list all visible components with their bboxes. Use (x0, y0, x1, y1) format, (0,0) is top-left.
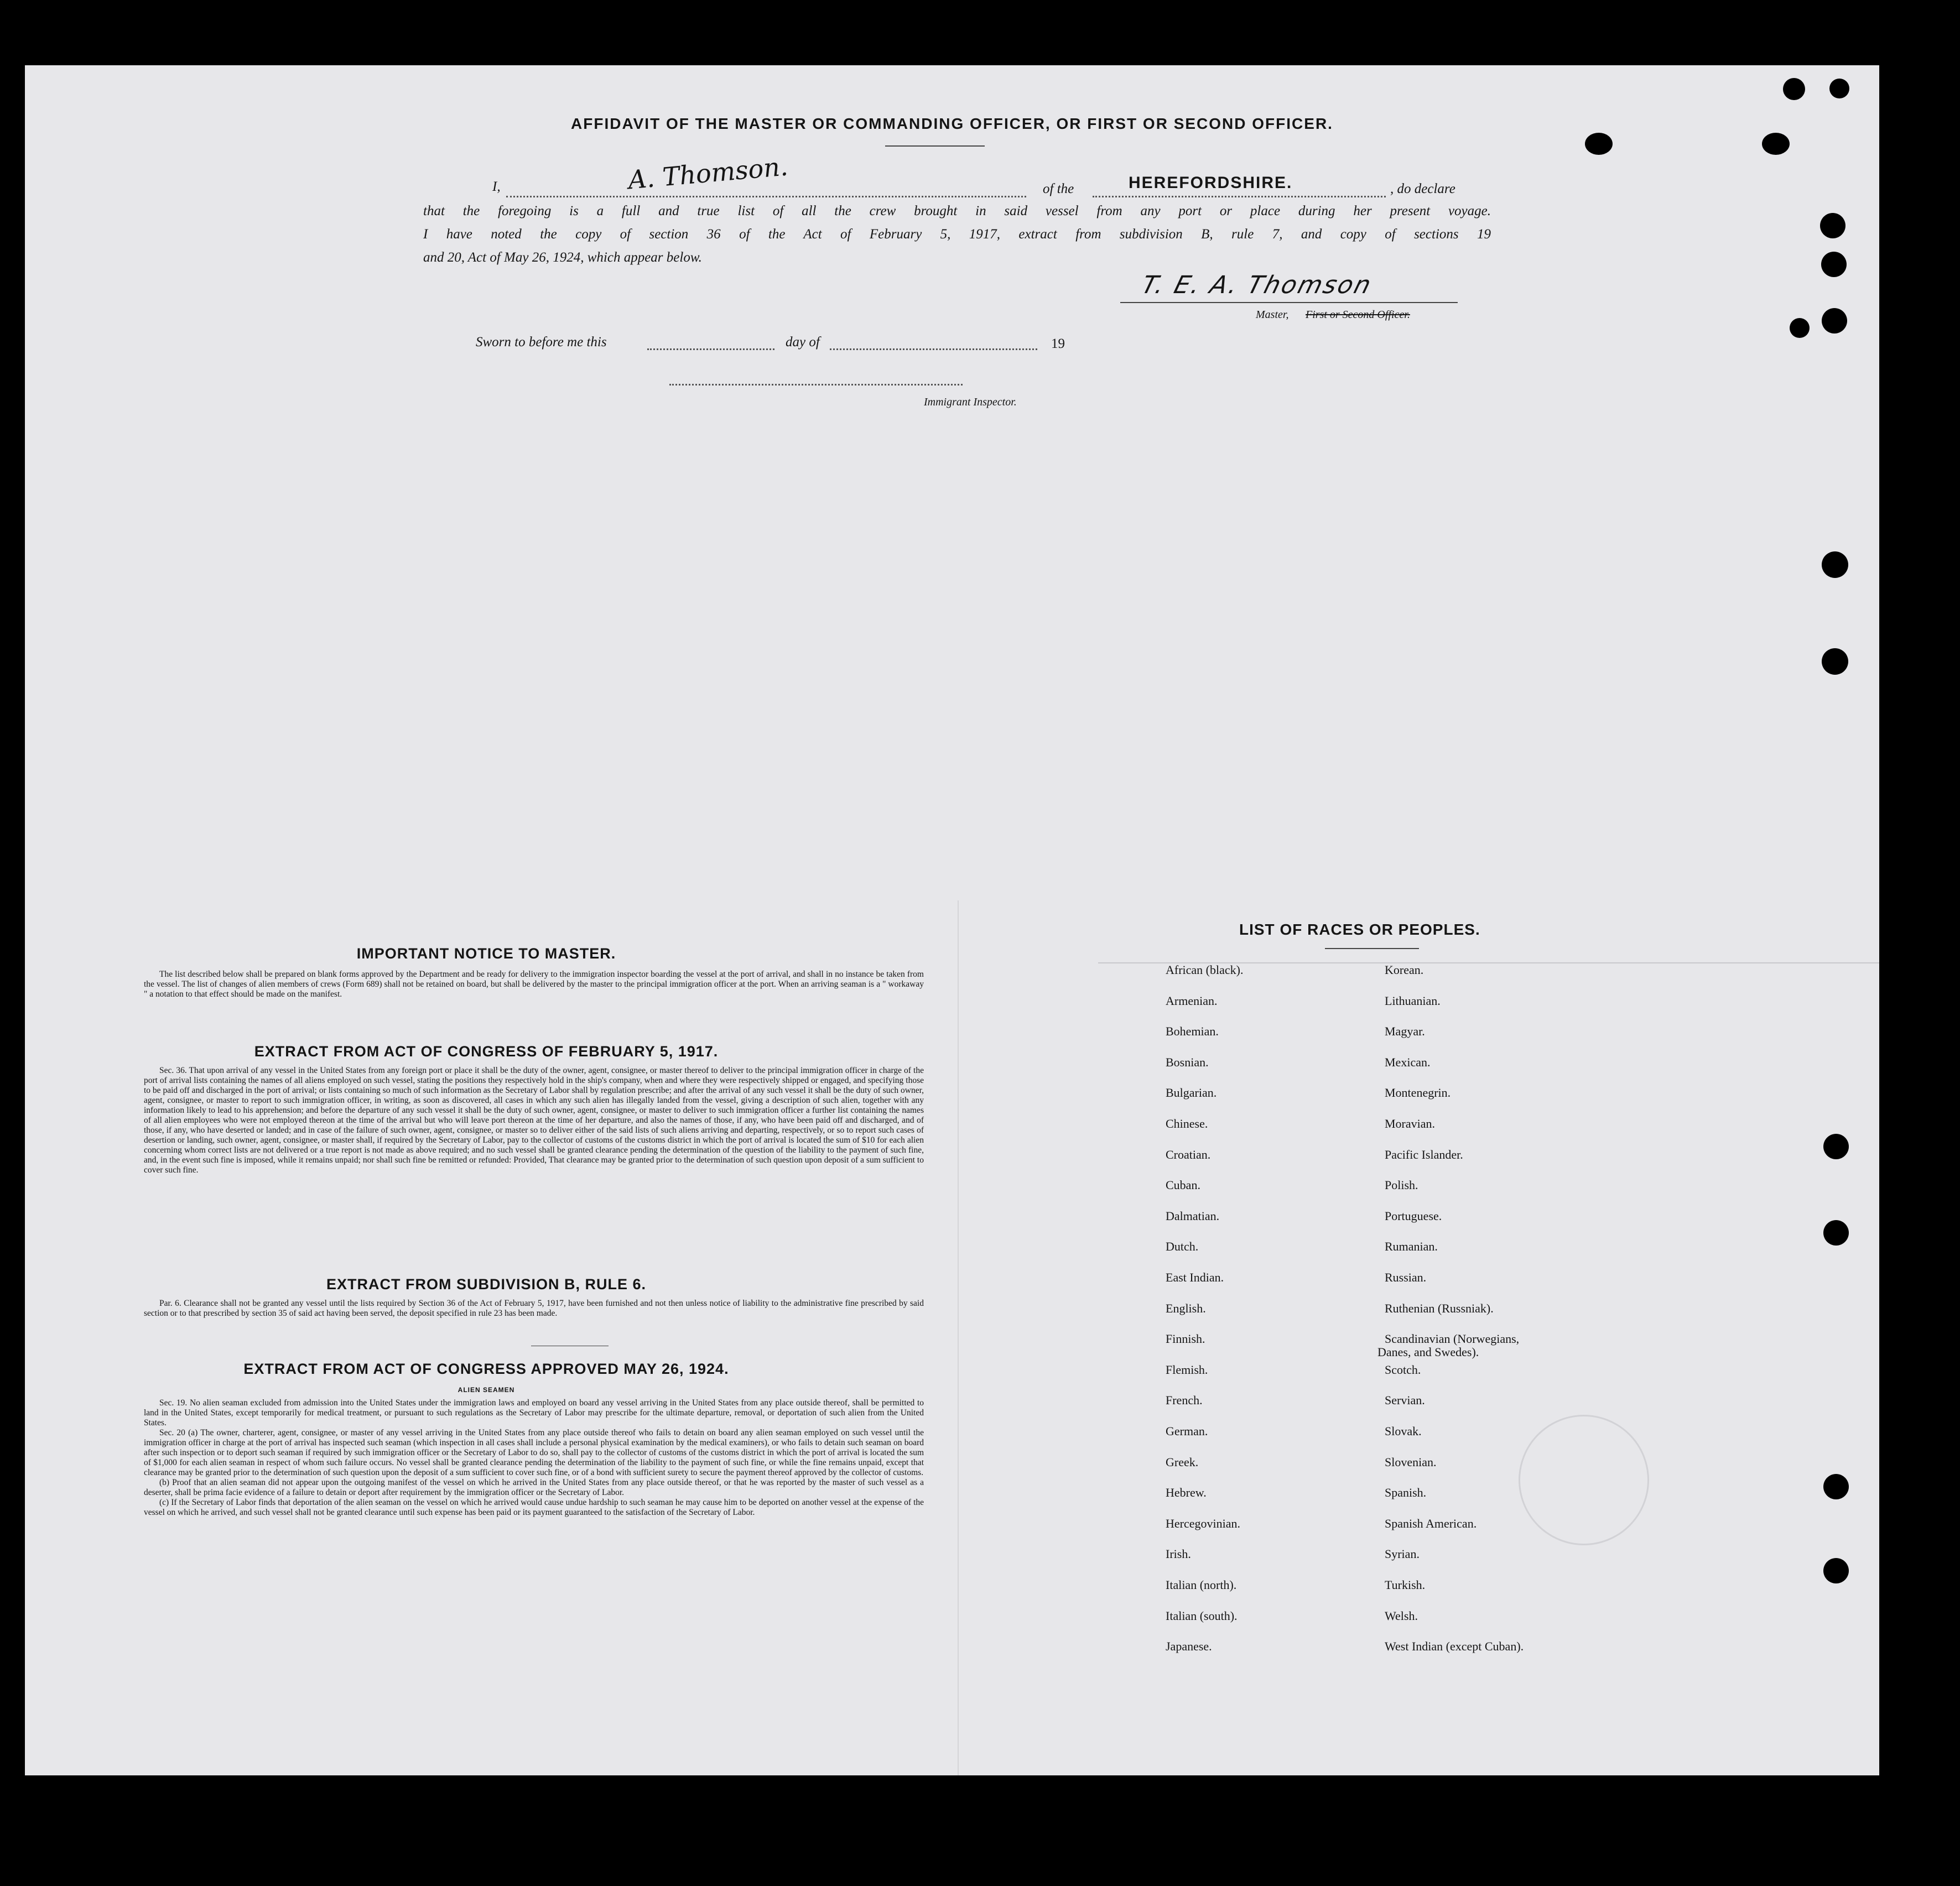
race-item: Dutch. (1166, 1239, 1199, 1254)
i-label: I, (492, 179, 501, 194)
punch-hole (1585, 133, 1613, 155)
race-item: Greek. (1166, 1455, 1199, 1469)
subdivision-title: EXTRACT FROM SUBDIVISION B, RULE 6. (326, 1276, 647, 1293)
extract-1924-subtitle: ALIEN SEAMEN (457, 1386, 515, 1394)
race-item: Turkish. (1385, 1578, 1426, 1592)
vessel-line (1093, 196, 1386, 197)
extract-1924-body (144, 1398, 924, 1518)
race-item: African (black). (1166, 963, 1244, 977)
race-item: Bosnian. (1166, 1055, 1209, 1069)
inspector-label: Immigrant Inspector. (924, 396, 1017, 408)
punch-hole (1823, 1220, 1849, 1246)
race-item: Slovenian. (1385, 1455, 1437, 1469)
race-item: Bulgarian. (1166, 1086, 1217, 1100)
race-item: Russian. (1385, 1270, 1427, 1284)
extract-1924-p1: Sec. 19. No alien seaman excluded from admission into the United States under the immigration laws and employed on board any vessel arriving in the United States from any place outside thereof, shall be permitted to land in the United States, except temporarily for medical treatment, or pursuant to such regulations as the Secretary of Labor may prescribe for the ultimate departure, removal, or deportation of such alien from the United States. (144, 1398, 924, 1427)
race-item: Magyar. (1385, 1024, 1425, 1039)
race-item: Armenian. (1166, 993, 1218, 1008)
race-item: West Indian (except Cuban). (1385, 1639, 1524, 1654)
subdivision-body (144, 1299, 924, 1319)
fold-line (958, 900, 959, 1775)
extract-1924-p2: Sec. 20 (a) The owner, charterer, agent, consignee, or master of any vessel arriving in the United States from any place outside thereof who fails to detain on board any alien seaman employed on such vessel until the immigration officer in charge at the port of arrival has inspected such seaman (which inspection in all cases shall include a personal physical examination by the medical examiners), or who fails to detain such seaman on board after such inspection or to deport such seaman if required by such immigration officer or the Secretary of Labor to do so, shall pay to the collector of customs of the customs district in which the port of arrival is located the sum of $1,000 for each alien seaman in respect of whom such failure occurs. No vessel shall be granted clearance pending the determination of the liability to the payment of such fine, or while the fine remains unpaid, except that clearance may be granted prior to the determination of such question upon the deposit of a sum sufficient to cover such fine, or of a bond with sufficient surety to secure the payment thereof approved by the collector of customs. (144, 1428, 924, 1477)
faint-stamp (1519, 1415, 1649, 1545)
extract-1924-p3: (b) Proof that an alien seaman did not appear upon the outgoing manifest of the vessel on which he arrived in the United States from any place outside thereof, or that he was reported by the master of such vessel as a deserter, shall be prima facie evidence of a failure to detain or deport after requirement by the immigration officer or the Secretary of Labor. (144, 1478, 924, 1497)
affidavit-line-2: that the foregoing is a full and true list of all the crew brought in said vessel from any port or place during her present voyage. (423, 204, 1491, 218)
signature-line (1120, 302, 1458, 303)
notice-body (144, 970, 924, 999)
race-item: Pacific Islander. (1385, 1147, 1463, 1161)
punch-hole (1823, 1558, 1849, 1583)
document-sheet (25, 65, 1879, 1775)
race-item: German. (1166, 1424, 1208, 1438)
vessel-name: HEREFORDSHIRE. (1129, 174, 1293, 192)
sworn-day-line (647, 348, 774, 350)
race-item: Spanish American. (1385, 1516, 1477, 1530)
race-item: Korean. (1385, 963, 1424, 977)
race-item: Croatian. (1166, 1147, 1211, 1161)
race-item: Welsh. (1385, 1608, 1418, 1623)
affidavit-title: AFFIDAVIT OF THE MASTER OR COMMANDING OFFICER, OR FIRST OR SECOND OFFICER. (571, 115, 1333, 132)
race-item: English. (1166, 1301, 1206, 1315)
signature-title: Master, (1256, 309, 1289, 321)
race-item: Japanese. (1166, 1639, 1212, 1654)
punch-hole (1783, 78, 1805, 100)
punch-hole (1822, 308, 1847, 334)
race-item: Scotch. (1385, 1362, 1421, 1377)
race-scandinavian-cont: Danes, and Swedes). (1377, 1345, 1479, 1359)
do-declare-label: , do declare (1390, 181, 1455, 196)
race-item: Rumanian. (1385, 1239, 1438, 1254)
title-divider (885, 145, 985, 147)
sworn-label: Sworn to before me this (476, 335, 607, 350)
race-item: Ruthenian (Russniak). (1385, 1301, 1494, 1315)
race-item: Syrian. (1385, 1547, 1420, 1561)
race-item: Cuban. (1166, 1178, 1200, 1192)
race-item: Italian (south). (1166, 1608, 1238, 1623)
year-prefix: 19 (1051, 336, 1065, 351)
punch-hole (1790, 318, 1810, 338)
extract-1917-title: EXTRACT FROM ACT OF CONGRESS OF FEBRUARY 5, 1917. (254, 1043, 719, 1060)
punch-hole (1762, 133, 1790, 155)
race-item: Bohemian. (1166, 1024, 1219, 1039)
subdivision-paragraph: Par. 6. Clearance shall not be granted any vessel until the lists required by Section 36 of the Act of February 5, 1917, have been furnished and not then unless notice of liability to the administrative fine prescribed by said section or to that prescribed by section 35 of said act having been served, the deposit specified in rule 23 has been made. (144, 1299, 924, 1318)
race-item: Chinese. (1166, 1117, 1208, 1130)
notice-title: IMPORTANT NOTICE TO MASTER. (356, 945, 616, 962)
extract-1924-p4: (c) If the Secretary of Labor finds that deportation of the alien seaman on the vessel on which he arrived would cause undue hardship to such seaman he may cause him to be deported on another vessel at the expense of the vessel on which he arrived, and such vessel shall not be granted clearance until such expense has been paid or its payment guaranteed to the satisfaction of the Secretary of Labor. (144, 1498, 924, 1517)
extract-1917-body (144, 1066, 924, 1175)
punch-hole (1820, 213, 1845, 238)
punch-hole (1821, 252, 1847, 277)
notice-paragraph: The list described below shall be prepared on blank forms approved by the Department and be ready for delivery to the immigration inspector boarding the vessel at the port of arrival, and shall in no instance be taken from the vessel. The list of changes of alien members of crews (Form 689) shall not be retained on board, but shall be delivered by the master to the principal immigration officer at the port. When an arriving seaman is a " workaway " a notation to that effect should be made on the manifest. (144, 970, 924, 999)
race-item: Flemish. (1166, 1362, 1208, 1377)
punch-hole (1823, 1474, 1849, 1499)
officer-name: A. Thomson. (627, 151, 789, 195)
affidavit-line-4: and 20, Act of May 26, 1924, which appear below. (423, 250, 702, 265)
race-item: Portuguese. (1385, 1208, 1442, 1223)
race-item: Montenegrin. (1385, 1086, 1451, 1100)
race-item: Lithuanian. (1385, 993, 1441, 1008)
race-item: East Indian. (1166, 1270, 1224, 1284)
race-item: Irish. (1166, 1547, 1191, 1561)
sworn-month-line (830, 348, 1037, 350)
race-item: Italian (north). (1166, 1578, 1237, 1592)
race-item: Spanish. (1385, 1486, 1427, 1500)
punch-hole (1822, 551, 1848, 578)
race-item: Dalmatian. (1166, 1208, 1220, 1223)
punch-hole (1829, 79, 1849, 98)
signature-strike: First or Second Officer. (1306, 309, 1410, 321)
race-item: Finnish. (1166, 1332, 1205, 1346)
signature: T. E. A. Thomson (1138, 271, 1376, 299)
race-item: Slovak. (1385, 1424, 1422, 1438)
race-item: Hercegovinian. (1166, 1516, 1240, 1530)
race-item: Mexican. (1385, 1055, 1431, 1069)
punch-hole (1822, 648, 1848, 675)
races-divider (1325, 948, 1419, 949)
extract-1924-title: EXTRACT FROM ACT OF CONGRESS APPROVED MAY 26, 1924. (243, 1361, 729, 1377)
race-item: Moravian. (1385, 1117, 1436, 1130)
races-title: LIST OF RACES OR PEOPLES. (1239, 921, 1480, 938)
race-item: Servian. (1385, 1393, 1425, 1408)
punch-hole (1823, 1134, 1849, 1159)
race-item: Scandinavian (Norwegians, (1385, 1332, 1520, 1346)
name-line (506, 196, 1026, 197)
of-the-label: of the (1043, 181, 1074, 196)
race-item: Polish. (1385, 1178, 1418, 1192)
race-item: Hebrew. (1166, 1486, 1207, 1500)
extract-1917-paragraph: Sec. 36. That upon arrival of any vessel in the United States from any foreign port or place it shall be the duty of the owner, agent, consignee, or master thereof to deliver to the principal immigration officer in charge of the port of arrival lists containing the names of all aliens employed on such vessel, stating the positions they respectively hold in the ship's company, when and where they were respectively shipped or engaged, and specifying those to be paid off and discharged in the port of arrival; or lists containing so much of such information as the Secretary of Labor shall by regulation prescribe; and after the arrival of any such vessel it shall be the duty of such owner, agent, consignee, or master to report to such immigration officer, in writing, as soon as discovered, all cases in which any such alien has illegally landed from the vessel, giving a description of such alien, together with any information likely to lead to his apprehension; and before the departure of any such vessel it shall be the duty of such owner, agent, consignee, or master to deliver to such immigration officer a further list containing the names of all alien employees who were not employed thereon at the time of the arrival but who will leave port thereon at the time of her departure, and also the names of those, if any, who have been paid off and discharged, and of those, if any, who have deserted or landed; and in case of the failure of such owner, agent, consignee, or master so to deliver either of the said lists of such aliens arriving and departing, respectively, or so to report such cases of desertion or landing, such owner, agent, consignee, or master shall, if required by the Secretary of Labor, pay to the collector of customs of the customs district in which the port of arrival is located the sum of $10 for each alien concerning whom correct lists are not delivered or a true report is not made as above required; and no such vessel shall be granted clearance pending the determination of the question of the liability to the payment of such fine, and, in the event such fine is imposed, while it remains unpaid; nor shall such fine be remitted or refunded: Provided, That clearance may be granted prior to the determination of such question upon deposit of a sum sufficient to cover such fine. (144, 1066, 924, 1175)
day-of-label: day of (786, 335, 820, 350)
inspector-line (669, 384, 963, 385)
race-item: French. (1166, 1393, 1203, 1408)
affidavit-line-3: I have noted the copy of section 36 of the Act of February 5, 1917, extract from subdivision B, rule 7, and copy of sections 19 (423, 227, 1491, 242)
